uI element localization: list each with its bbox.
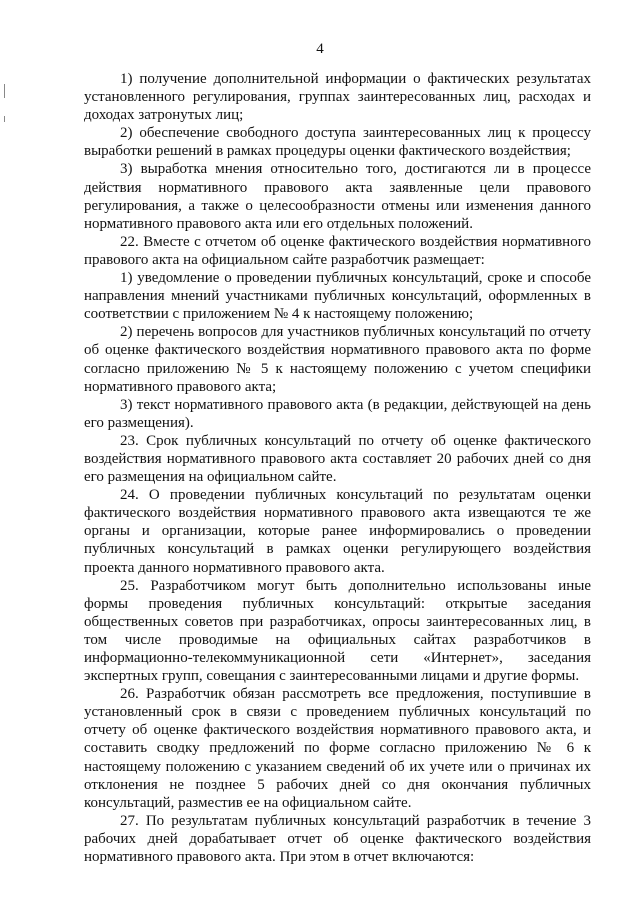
margin-mark: [4, 84, 5, 98]
paragraph: 3) выработка мнения относительно того, достигаются ли в процессе действия нормативного правового акта заявленные цели правового регулирования, а также о целесообразности отмены или изменения данного нормативного правового акта или его отдельных положений.: [84, 161, 591, 232]
paragraph: 3) текст нормативного правового акта (в редакции, действующей на день его размещения).: [84, 396, 591, 431]
paragraph: 23. Срок публичных консультаций по отчету об оценке фактического воздействия нормативного правового акта составляет 20 рабочих дней со дня его размещения на официальном сайте.: [84, 432, 591, 486]
paragraph: 27. По результатам публичных консультаций разработчик в течение 3 рабочих дней дорабатывает отчет об оценке фактического воздействия нормативного правового акта. При этом в отчет включаются:: [84, 812, 591, 866]
paragraph: 26. Разработчик обязан рассмотреть все предложения, поступившие в установленный срок в связи с проведением публичных консультаций по отчету об оценке фактического воздействия нормативного правового акта, и составить сводку предложений по форме согласно приложению № 6 к настоящему положению с указанием сведений об их учете или о причинах их отклонения не позднее 5 рабочих дней со дня окончания публичных консультаций, разместив ее на официальном сайте.: [84, 686, 591, 811]
paragraph: 1) получение дополнительной информации о фактических результатах установленного регулирования, группах заинтересованных лиц, расходах и доходах затронутых лиц;: [84, 71, 591, 124]
paragraph: 2) обеспечение свободного доступа заинтересованных лиц к процессу выработки решений в рамках процедуры оценки фактического воздействия;: [84, 125, 591, 160]
paragraph: 25. Разработчиком могут быть дополнительно использованы иные формы проведения публичных консультаций: открытые заседания общественных советов при разработчиках, опросы заинтересованных лиц, в том числе проводимые на официальных сайтах разработчиков в информационно-телекоммуникационной сети «Интернет», заседания экспертных групп, совещания с заинтересованными лицами и другие формы.: [84, 577, 591, 685]
paragraph: 24. О проведении публичных консультаций по результатам оценки фактического воздействия нормативного правового акта извещаются те же органы и организации, которые ранее информировались о проведении публичных консультаций в рамках оценки регулирующего воздействия проекта данного нормативного правового акта.: [84, 487, 591, 576]
document-body: [84, 70, 591, 866]
paragraph: 22. Вместе с отчетом об оценке фактического воздействия нормативного правового акта на официальном сайте разработчик размещает:: [84, 233, 591, 268]
page-number: 4: [316, 41, 324, 57]
paragraph: 1) уведомление о проведении публичных консультаций, сроке и способе направления мнений участниками публичных консультаций, оформленных в соответствии с приложением № 4 к настоящему положению;: [84, 270, 591, 323]
paragraph: 2) перечень вопросов для участников публичных консультаций по отчету об оценке фактического воздействия нормативного правового акта по форме согласно приложению № 5 к настоящему положению с учетом специфики нормативного правового акта;: [84, 324, 591, 395]
margin-mark: [4, 116, 5, 122]
